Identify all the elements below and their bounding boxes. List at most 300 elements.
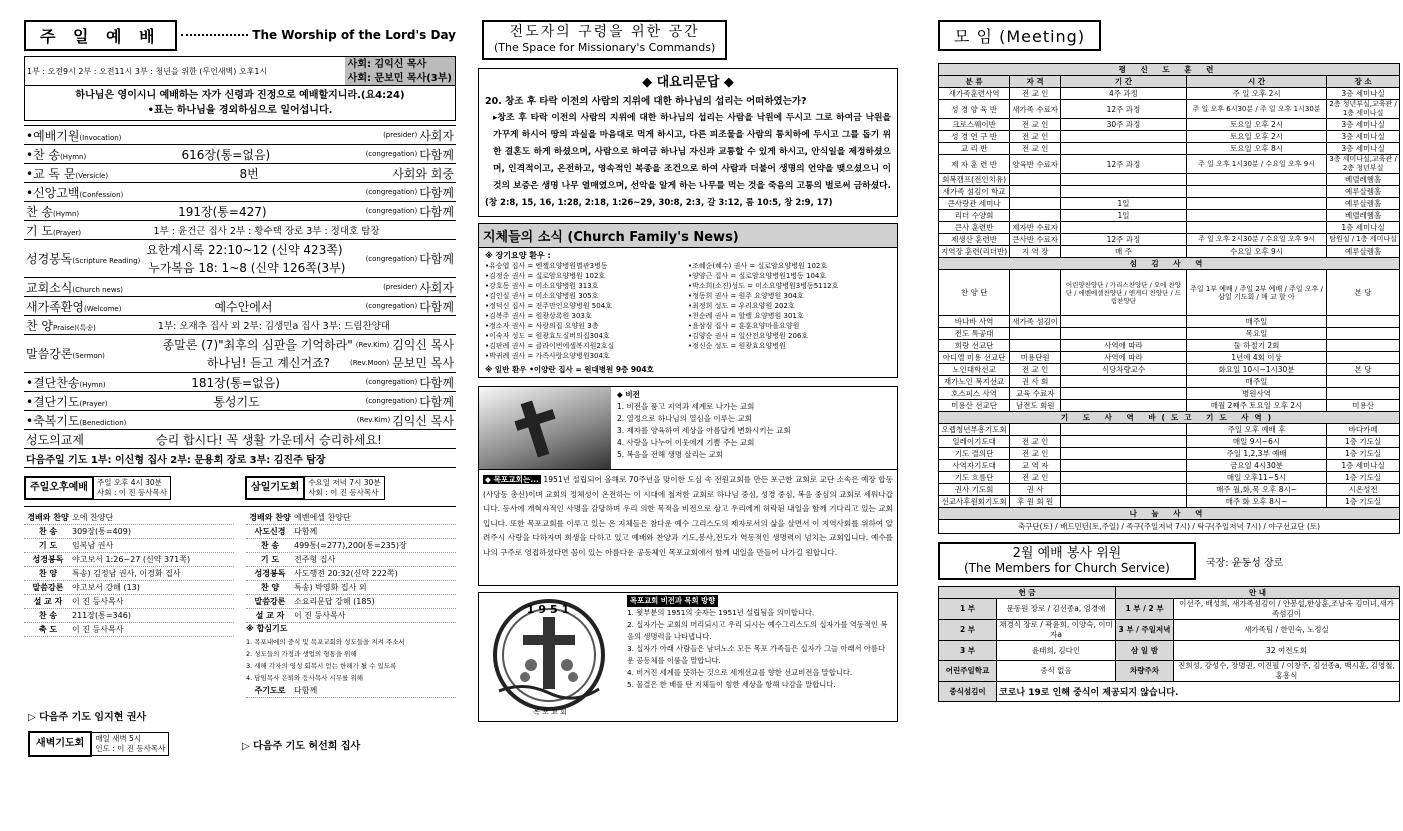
sermon-2: 하나님! 듣고 계신거죠? [206,355,331,370]
table-row [939,424,1400,436]
table-cell [1327,352,1400,364]
service-leader: 다함께 [419,147,454,162]
sermon-1-right: 김익신 목사 [392,337,454,352]
mission-panel [478,20,898,820]
table-row [939,316,1400,328]
mission-title-en: (The Space for Missionary's Commands) [494,41,716,54]
table-cell: 12주 과정 [1061,234,1187,246]
order-item-value: 야고보서 1:26~27 (신약 371쪽) [72,555,191,564]
service-row [24,202,456,221]
service-row [24,411,456,430]
table-cell: 노인대학선교 [939,364,1010,376]
mission-title-box [482,20,727,60]
table-cell: 사역에 따라 [1061,340,1187,352]
service-label: •축복기도 [26,413,80,428]
news-sub: ※ 장기요양 환우 : [485,251,551,260]
table-cell: 권 사 회 [1010,376,1061,388]
call-note: •표는 하나님을 경외하심으로 일어섭니다. [147,105,333,116]
order-item [24,623,234,637]
history-title: ◆ 목포교회는... [485,475,539,484]
order-item-label: 찬 송 [38,527,58,536]
table-row [939,448,1400,460]
service-row [24,316,456,335]
service-row [24,145,456,164]
reading-sub: (Scripture Reading) [72,257,141,265]
wed-closing-k: 주기도로 [254,686,286,695]
sermon-1-who: (Rev.Kim) [355,340,390,349]
pm-next-prayer: ▷ 다음주 기도 임지현 권사 [28,712,147,723]
host-line-1: 사회: 김익신 목사 [347,59,427,70]
table-cell [1061,496,1187,508]
table-cell: 식당차량교수 [1061,364,1187,376]
table-row [939,496,1400,508]
emblem-caption: 목 포 교 회 [533,708,567,716]
table-cell [1186,174,1326,186]
order-item-value: 이 진 등사목사 [72,597,124,606]
table-cell: 큰사랑관 세미나 [939,198,1010,210]
table-cell: 큰사 훈련반 [939,222,1010,234]
table-cell: 바나바 사역 [939,316,1010,328]
service-sub: (Hymn) [60,152,87,161]
section-title: 섬 김 사 역 [939,258,1400,270]
mission-title: 전도자의 구령을 위한 공간 [509,24,700,40]
members-cell: 윤태희, 김다인 [997,641,1116,661]
table-cell: 30주 과정 [1061,119,1187,131]
patient-item: •김양순 권사 = 일산전요양병원 206호 [688,332,809,340]
table-cell: 기도 결의단 [939,448,1010,460]
table-cell: 1층 기도실 [1327,436,1400,448]
order-item-value: 에벤에셀 찬양단 [294,513,351,522]
table-cell: 매주일 [1186,376,1326,388]
members-cell: 이선주, 배성희, 새가족섬김이 / 안봉섭,한상훈,조남옥 김미녀,새가족섬김이 [1174,599,1400,620]
service-leader: 김익신 목사 [392,413,454,428]
table-row [939,198,1400,210]
table-cell [1186,222,1326,234]
order-item-label: 설 교 자 [255,611,285,620]
table-cell: 수요일 오후 9시 [1186,246,1326,258]
order-item-label: 말씀강론 [254,597,286,606]
service-label: •결단찬송 [26,375,80,390]
service-sub: (Invocation) [79,133,122,142]
service-content: 616장(통=없음) [181,147,271,162]
table-cell: 1층 기도실 [1327,472,1400,484]
table-cell: 리더 수양회 [939,210,1010,222]
table-cell: 교 역 자 [1010,460,1061,472]
members-header-row [939,587,1400,599]
order-item [246,609,456,623]
order-item [246,553,456,567]
order-item-label: 찬 송 [38,611,58,620]
emblem-item: 1. 윗부분의 1951의 숫자는 1951년 설립됨을 의미합니다. [627,608,815,617]
table-cell: 예루살렘홀 [1327,198,1400,210]
table-cell [1327,376,1400,388]
table-row [939,119,1400,131]
choir-row [939,270,1400,316]
patient-item: •김정순 권사 = 실로암요양병원 102호 [485,272,606,280]
patient-item: •유승엽 집사 = 엔젤요양병원별관3병동 [485,262,608,270]
pm-order [24,511,240,698]
table-cell: 1층 세미나실 [1327,222,1400,234]
service-who: (presider) [383,131,418,139]
members-cell: 1 부 / 2 부 [1116,599,1174,620]
church-family-news [478,223,898,378]
wed-prayer-title: ※ 합심기도 [246,624,288,633]
pm-time: 주일 오후 4시 30분 [96,478,162,487]
table-cell: 3층 세미나실 [1327,143,1400,155]
service-leader: 다함께 [419,394,454,409]
table-row [939,246,1400,258]
service-who: (congregation) [365,150,418,158]
wed-next-prayer: ▷ 다음주 기도 허선희 집사 [242,740,361,752]
emblem-item: 4. 비겨진 세계를 뜻하는 것으로 세계선교를 향한 선교비전을 말합니다. [627,668,853,677]
cross-image [479,387,611,469]
order-item [24,595,234,609]
members-cell: 문동원 장로 / 김선종a, 엄경애 [997,599,1116,620]
table-cell [1061,388,1187,400]
reading-label: 성경봉독 [26,252,73,266]
notice-text: 코로나 19로 인해 중식이 제공되지 않습니다. [997,682,1400,702]
order-item-label: 경배와 찬양 [249,513,291,522]
service-content: 통성기도 [213,394,260,409]
table-cell: 권사 기도회 [939,484,1010,496]
table-row [939,436,1400,448]
table-cell [1327,316,1400,328]
header-row [939,76,1400,88]
table-cell: 12주 과정 [1061,155,1187,174]
order-item-value: 211장(통=346) [72,611,131,620]
table-cell: 1년에 4회 이상 [1186,352,1326,364]
order-item-value: 이 진 등사목사 [294,611,346,620]
service-who: (congregation) [365,397,418,405]
section-row [939,258,1400,270]
table-cell [1061,484,1187,496]
order-item [24,511,234,525]
news-left-list [485,261,688,361]
members-title-en: (The Members for Church Service) [964,561,1170,575]
table-cell: 매 주 [1061,246,1187,258]
table-cell: 지 역 장 [1010,246,1061,258]
order-item [24,567,234,581]
table-cell: 3층 세미나실 [1327,88,1400,100]
news-right-list [688,261,891,361]
order-item-value: 499통(=277),200(통=235)장 [294,541,407,550]
order-item-label: 찬 양 [38,569,58,578]
table-row [939,186,1400,198]
meeting-title: 모 임 (Meeting) [938,20,1101,51]
service-who: (Rev.Kim) [356,416,391,424]
service-content: 1부: 오재추 집사 외 2부: 김생민a 집사 3부: 드림찬양대 [157,321,390,332]
wed-host: 사회 : 이 진 등사목사 [308,488,379,497]
catechism-box [478,68,898,217]
table-cell: 12주 과정 [1061,100,1187,119]
table-cell: 주 일 오후 2시30분 / 수요일 오후 9시 [1186,234,1326,246]
table-cell [1061,143,1187,155]
pm-host: 사회 : 이 진 등사목사 [96,488,167,497]
table-cell: 주일 1,2,3부 예배 [1186,448,1326,460]
table-row [939,460,1400,472]
news-title: 지체들의 소식 (Church Family's News) [479,224,897,248]
table-cell: 둘 하절기 2회 [1186,340,1326,352]
emblem-box [478,592,898,722]
patient-item: •김복주 권사 = 원광상록원 303호 [485,312,592,320]
table-cell: 선교사후원회기도회 [939,496,1010,508]
notice-row [939,682,1400,702]
table-cell: 베델레헴홀 [1327,210,1400,222]
service-label: •신앙고백 [26,185,80,200]
table-cell: 3층 세미나실 [1327,131,1400,143]
table-row [939,400,1400,412]
service-row [24,392,456,411]
members-cell: 삼 일 밤 [1116,641,1174,661]
table-cell [1186,210,1326,222]
table-cell: 병원사역 [1186,388,1326,400]
section-row [939,64,1400,76]
members-lead: 국장: 윤동성 장로 [1205,557,1284,569]
table-cell: 바다카페 [1327,424,1400,436]
share-row [939,520,1400,534]
order-item-value: 이 진 등사목사 [72,625,124,634]
service-leader: 다함께 [419,375,454,390]
service-content: 8번 [239,166,259,181]
service-leader: 사회와 회중 [392,166,454,181]
order-item [246,595,456,609]
table-cell [1010,186,1061,198]
patient-item: •김판례 권사 = 클라이번에셀복지원2호실 [485,342,615,350]
cross-icon [521,401,550,458]
order-item-label: 찬 송 [260,541,280,550]
service-row [24,278,456,297]
table-cell: 4주 과정 [1061,88,1187,100]
members-table [938,586,1400,702]
table-cell: 2층 청년부실,교육관 / 1층 세미나실 [1327,100,1400,119]
members-cell: 2 부 [939,620,997,641]
catechism-answer: ▸창조 후 타락 이전의 사람의 지위에 대한 하나님의 섭리는 사람을 낙원에 두시고 그로 하여금 낙원을 가꾸게 하시어 땅의 과실을 마음대로 먹게 하시고, 다른 피조물을 사람의 통치하에 두시고 그를 돕기 위한 결혼도 하게 하셨으며, 사람으로 하여금 하나님 자신과 교통할 수 있게 하시고, 안식일을 제정하셨으며, 인격적이고, 온전하고, 영속적인 복종을 조건으로 하여 사람과 더불어 생명의 언약을 맺으셨으니 이것의 보증은 생명 나무 열매였으며, 선악을 알게 하는 나무를 먹는 것을 죽음의 고통의 벌로써 금하셨다. [493,113,891,191]
emblem-item: 5. 물결은 한 배를 탄 지체들이 힘한 세상을 항해 나감을 말합니다. [627,680,836,689]
order-item [246,539,456,553]
worship-title-en: The Worship of the Lord's Day [252,28,456,42]
service-label: •찬 송 [26,147,61,162]
table-cell: 교육 수료자 [1010,388,1061,400]
service-who: (presider) [383,283,418,291]
order-item [24,539,234,553]
order-item-value: 야고보서 강해 (13) [72,583,140,592]
patient-item: •이숙자 성도 = 원광효도실버의집304호 [485,332,610,340]
column-header: 자 격 [1010,76,1061,88]
sub-service-headers [24,476,456,500]
service-sub: Praise)(특송) [53,323,96,332]
table-cell: 목요일 [1186,328,1326,340]
table-row [939,364,1400,376]
table-cell: 예루살렘홀 [1327,246,1400,258]
prayer-item: 4. 담임목사 은퇴와 등사목사 시무를 위해 [246,674,363,682]
order-item-label: 성경봉독 [32,555,64,564]
table-cell: 새가족훈련사역 [939,88,1010,100]
service-leader: 사회자 [419,280,454,295]
table-cell: 전 교 인 [1010,143,1061,155]
table-cell: 재가노인 복지선교 [939,376,1010,388]
service-leader: 다함께 [419,204,454,219]
order-item-value: 특송) 박영화 집사 외 [294,583,367,592]
table-row [939,88,1400,100]
wed-time: 수요일 저녁 7시 30분 [308,478,381,487]
patient-item: •정신순 성도 = 원광효요양병원 [688,342,786,350]
notice-label: 중식섬김이 [939,682,997,702]
table-cell: 성 경 양 육 반 [939,100,1010,119]
table-cell: 사역에 따라 [1061,352,1187,364]
choir-place: 본 당 [1327,270,1400,316]
members-row [939,620,1400,641]
guide-header: 안 내 [1116,587,1400,599]
table-cell: 토요일 오후 8시 [1186,143,1326,155]
reading-right: 다함께 [419,252,454,266]
table-cell [1010,198,1061,210]
sermon-2-who: (Rev.Moon) [350,358,390,367]
patient-item: •윤삼심 집사 = 훈훈요양마을요양원 [688,322,800,330]
reading-who: (congregation) [365,254,418,263]
members-title: 2월 예배 봉사 위원 [1012,546,1122,561]
table-cell: 본 당 [1327,364,1400,376]
order-item [24,553,234,567]
members-cell: 32 여전도회 [1174,641,1400,661]
table-cell: 매주일 [1186,316,1326,328]
members-row [939,599,1400,620]
table-cell [1327,340,1400,352]
vision-title: ◆ 비전 [617,390,640,399]
members-cell: 채경식 장로 / 곽윤희, 이양숙, 이미자a [997,620,1116,641]
table-cell: 새가족 수료자 [1010,100,1061,119]
order-item-value: 전주형 집사 [294,555,336,564]
table-cell: 탐원실 / 1층 세미나실 [1327,234,1400,246]
column-header: 장 소 [1327,76,1400,88]
order-of-service [24,125,456,468]
wed-service-title: 삼일기도회 [245,476,305,500]
sermon-2-right: 문보민 목사 [392,355,454,370]
service-sub: (Benediction) [79,418,127,427]
table-cell: 주 일 오후 1시30분 / 수요일 오후 9시 [1186,155,1326,174]
patient-item: •천순례 권사 = 할렐 요양병원 301호 [688,312,804,320]
catechism-question: 20. 창조 후 타락 이전의 사람의 지위에 대한 하나님의 섭리는 어떠하였는가? [485,96,807,107]
table-cell: 1층 기도실 [1327,448,1400,460]
table-cell [1186,186,1326,198]
members-cell: 진희성, 강성수, 장명권, 이진필 / 이창주, 김선종a, 백시훈, 김영철, 홍흥식 [1174,661,1400,682]
call-verse: 하나님은 영이시니 예배하는 자가 신령과 진정으로 예배할지니라.(요4:24) [75,90,405,101]
service-content: 191장(통=427) [178,204,267,219]
service-label: 교회소식 [26,280,73,295]
service-label: •예배기원 [26,128,80,143]
choir-groups: 어린양찬양단 / 가리스찬양단 / 오에 찬양단 / 에벤에셀찬양단 / 엔게디 찬양단 / 드림찬양단 [1061,270,1187,316]
column-header: 기 간 [1061,76,1187,88]
service-sub: (Church news) [72,285,123,294]
order-item [24,525,234,539]
table-row [939,100,1400,119]
table-cell: 희랑 선교단 [939,340,1010,352]
table-cell: 새가족 섬김이 [1010,316,1061,328]
service-who: (congregation) [365,207,418,215]
table-row [939,484,1400,496]
table-cell: 주 일 오후 6시30분 / 주 일 오후 1시30분 [1186,100,1326,119]
table-cell: 권 사 [1010,484,1061,496]
patient-item: •정덕신 집사 = 전주만인요양병원 504호 [485,302,612,310]
table-cell [1061,316,1187,328]
service-sub: (Confession) [79,190,124,199]
table-cell: 매주 월,화,목 오후 8시~ [1186,484,1326,496]
table-cell [1061,424,1187,436]
service-content: 181장(통=없음) [191,375,280,390]
table-cell [1010,340,1061,352]
service-sub: (Hymn) [53,209,80,218]
table-cell: 미용단원 [1010,352,1061,364]
order-item-value: 다함께 [294,527,318,536]
title-leader [181,34,249,36]
emblem-year: 1951 [526,603,574,616]
table-cell: 전 교 인 [1010,448,1061,460]
table-cell: 호스피스 사역 [939,388,1010,400]
patient-item: •박귀례 권사 = 가족사랑요양병원304호 [485,352,610,360]
table-cell [1327,328,1400,340]
table-cell: 사역자기도대 [939,460,1010,472]
vision-item: 3. 제자를 양육하여 세상을 아름답게 변화시키는 교회 [617,426,791,435]
service-label: 기 도 [26,223,53,238]
table-cell [1010,424,1061,436]
table-cell [1061,376,1187,388]
church-emblem [479,593,621,721]
section-row [939,508,1400,520]
table-cell: 전 교 인 [1010,436,1061,448]
table-cell: 성 경 연 구 반 [939,131,1010,143]
table-cell: 지역장 훈련(리더반) [939,246,1010,258]
emblem-item: 2. 십자가는 교회의 머리되시고 우리 되시는 예수그리스도의 십자가를 역동적인 복음의 생명력을 나타냅니다. [627,620,888,641]
table-cell: 제 자 훈 련 반 [939,155,1010,174]
service-label: •교 독 문 [26,166,76,181]
table-cell: 매주 화 오후 8시~ [1186,496,1326,508]
table-cell [1061,328,1187,340]
mission-text: 승리 합시다! 꼭 생활 가운데서 승리하세요! [156,432,382,447]
table-cell [1010,174,1061,186]
table-cell: 1일 [1061,198,1187,210]
table-cell: 큰사반 수료자 [1010,234,1061,246]
reading-row [24,240,456,278]
service-sub: (Prayer) [53,228,82,237]
patient-item: •양양근 집사 = 실로암요양병원1병동 104호 [688,272,827,280]
meeting-table [938,63,1400,534]
offering-header: 헌 금 [939,587,1116,599]
table-cell: 전 교 인 [1010,364,1061,376]
dawn-host: 인도 : 이 진 등사목사 [95,744,166,753]
order-item-label: 말씀강론 [32,583,64,592]
table-row [939,388,1400,400]
table-row [939,222,1400,234]
table-cell [1186,198,1326,210]
table-cell: 베델레헴홀 [1327,174,1400,186]
table-cell: 전 교 인 [1010,88,1061,100]
order-item-label: 사도신경 [254,527,286,536]
members-cell: 3 부 [939,641,997,661]
table-cell: 미용산 [1327,400,1400,412]
order-item [246,511,456,525]
table-cell: 크로스웨이반 [939,119,1010,131]
order-item-label: 설 교 자 [33,597,63,606]
news-sick: ※ 일반 환우 •이양란 집사 = 원대병원 9층 904호 [485,365,654,374]
table-cell: 제자반 수료자 [1010,222,1061,234]
mission-row [24,430,456,449]
table-cell: 교 리 반 [939,143,1010,155]
table-cell [1061,400,1187,412]
order-item [24,581,234,595]
vision-item: 5. 복음을 전해 생명 살리는 교회 [617,450,724,459]
service-row [24,297,456,316]
table-cell: 주일 오후 예배 후 [1186,424,1326,436]
table-cell: 오렙청년부흥기도회 [939,424,1010,436]
